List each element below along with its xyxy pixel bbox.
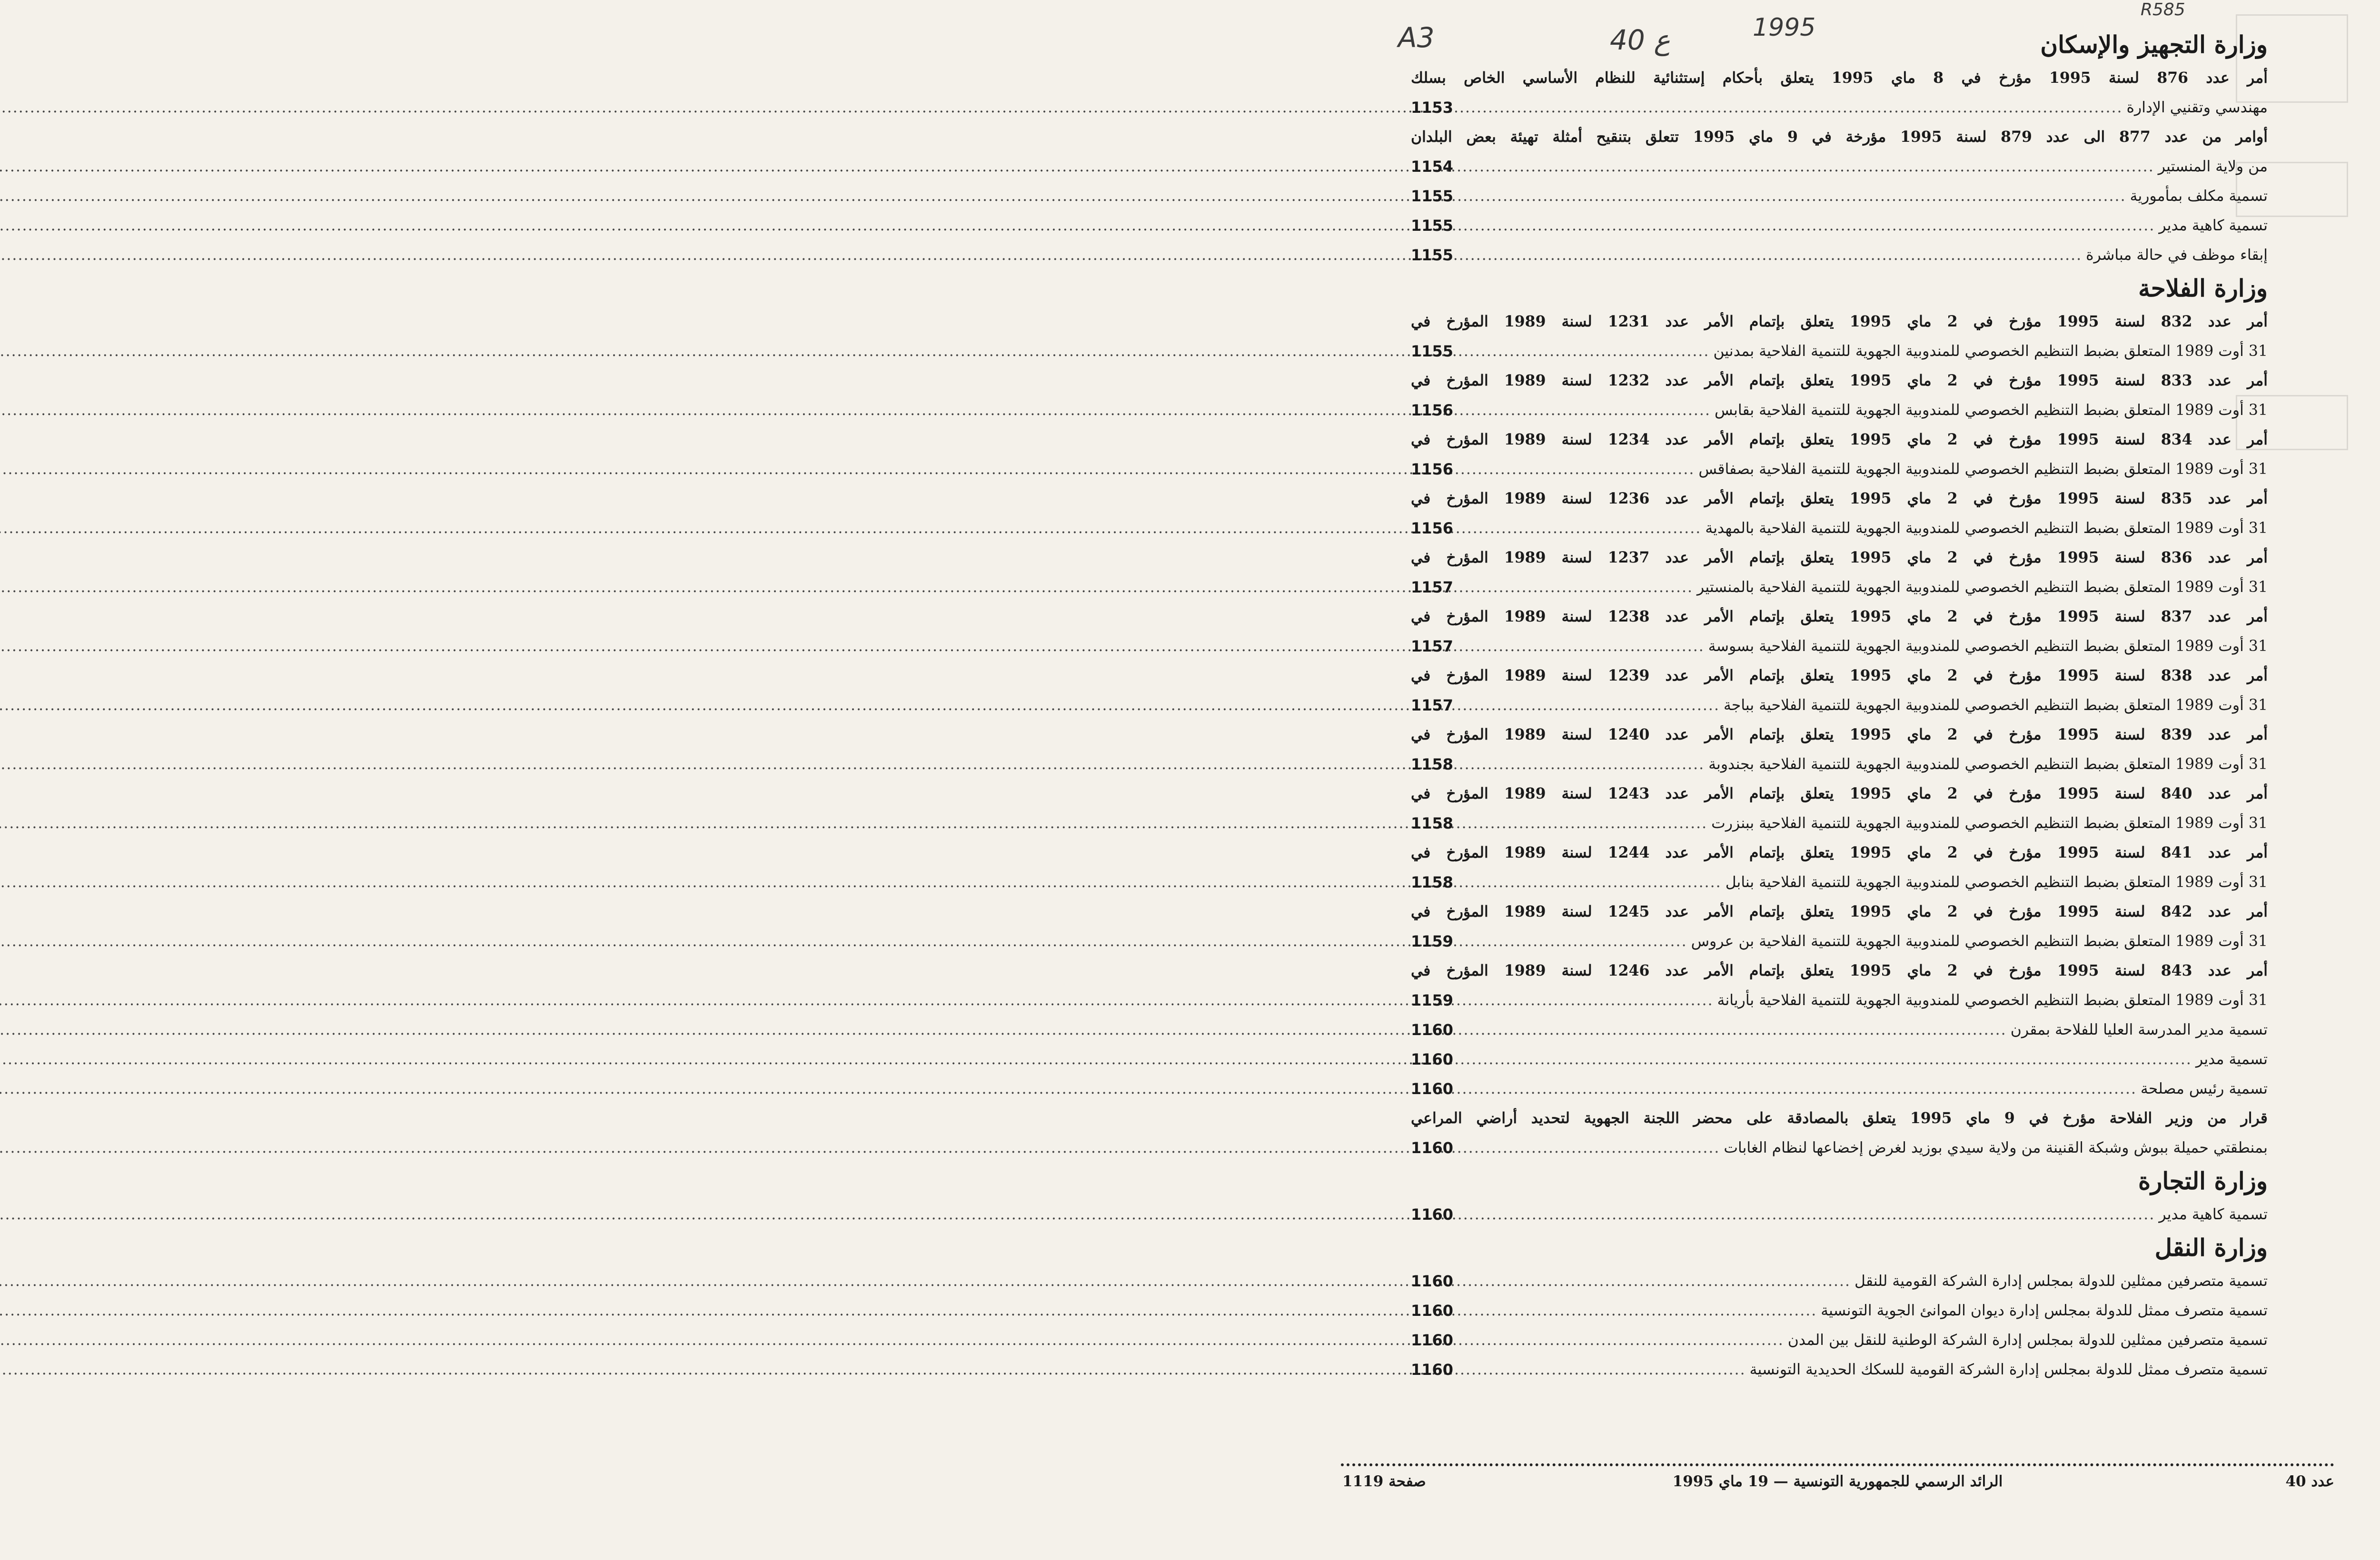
entry-text: أمر عدد 836 لسنة 1995 مؤرخ في 2 ماي 1995 يتعلق بإتمام الأمر عدد 1237 لسنة 1989 المؤرخ في [1411,549,2269,566]
toc-entry[interactable] [1411,602,2268,661]
entry-page-number: 1160 [1411,1050,1454,1068]
entry-text: 31 أوت 1989 المتعلق بضبط التنظيم الخصوصي للمندوبية الجهوية للتنمية الفلاحية بالمنستير [1697,579,2268,596]
dot-leader [1470,691,1720,720]
toc-entry[interactable] [1411,63,2268,122]
toc-entry[interactable] [1411,366,2268,425]
entry-page-number: 1160 [1411,1139,1454,1157]
toc-entry[interactable] [1411,838,2268,897]
toc-entry[interactable] [1411,307,2268,366]
toc-entry[interactable] [1411,720,2268,779]
dot-leader [1470,395,1711,425]
entry-text: 31 أوت 1989 المتعلق بضبط التنظيم الخصوصي للمندوبية الجهوية للتنمية الفلاحية بباجة [1724,697,2268,714]
entry-page-number: 1158 [1411,873,1454,891]
dot-leader [1470,1266,1851,1296]
entry-page-number: 1155 [1411,246,1454,264]
page-number: صفحة 1119 [1343,1473,1427,1490]
entry-text: 31 أوت 1989 المتعلق بضبط التنظيم الخصوصي للمندوبية الجهوية للتنمية الفلاحية ببنزرت [1712,815,2268,832]
toc-entry[interactable] [1411,240,2268,270]
entry-text: أمر عدد 838 لسنة 1995 مؤرخ في 2 ماي 1995 يتعلق بإتمام الأمر عدد 1239 لسنة 1989 المؤرخ في [1411,667,2269,684]
handwritten-note-year: 1995 [1753,13,1816,42]
entry-text: أمر عدد 833 لسنة 1995 مؤرخ في 2 ماي 1995 يتعلق بإتمام الأمر عدد 1232 لسنة 1989 المؤرخ في [1411,372,2269,389]
toc-entry[interactable] [1411,543,2268,602]
entry-text: مهندسي وتقنيي الإدارة [2127,99,2268,116]
section-title: وزارة الفلاحة [2139,274,2268,302]
entry-text: 31 أوت 1989 المتعلق بضبط التنظيم الخصوصي للمندوبية الجهوية للتنمية الفلاحية بأريانة [1717,992,2268,1009]
entry-page-number: 1155 [1411,342,1454,360]
entry-page-number: 1160 [1411,1331,1454,1349]
entry-text: 31 أوت 1989 المتعلق بضبط التنظيم الخصوصي للمندوبية الجهوية للتنمية الفلاحية بقابس [1715,402,2268,419]
entry-page-number: 1160 [1411,1080,1454,1098]
entry-text: أمر عدد 832 لسنة 1995 مؤرخ في 2 ماي 1995 يتعلق بإتمام الأمر عدد 1231 لسنة 1989 المؤرخ في [1411,313,2269,330]
entry-text: أمر عدد 837 لسنة 1995 مؤرخ في 2 ماي 1995 يتعلق بإتمام الأمر عدد 1238 لسنة 1989 المؤرخ في [1411,608,2269,625]
dot-leader [1470,927,1688,956]
handwritten-note-number: 40 ع [1610,24,1671,56]
handwritten-note-a3: A3 [1398,21,1435,54]
entry-text: أمر عدد 839 لسنة 1995 مؤرخ في 2 ماي 1995 يتعلق بإتمام الأمر عدد 1240 لسنة 1989 المؤرخ في [1411,726,2269,743]
dot-leader [1470,1015,2007,1045]
table-of-contents [1411,26,2268,1384]
entry-text: بمنطقتي حميلة ببوش وشبكة القنينة من ولاية سيدي بوزيد لغرض إخضاعها لنظام الغابات [1724,1139,2268,1156]
issue-number: عدد 40 [2286,1473,2335,1490]
toc-entry[interactable] [1411,122,2268,181]
entry-page-number: 1159 [1411,932,1454,950]
entry-text: 31 أوت 1989 المتعلق بضبط التنظيم الخصوصي للمندوبية الجهوية للتنمية الفلاحية بالمهدية [1706,520,2268,537]
dot-leader [1470,93,2123,122]
dot-leader [1470,1200,2155,1229]
dot-leader [1470,336,1710,366]
toc-entry[interactable] [1411,956,2268,1015]
toc-entry[interactable] [1411,1200,2268,1229]
dot-leader [1470,240,2082,270]
toc-entry[interactable] [1411,897,2268,956]
entry-text: أمر عدد 842 لسنة 1995 مؤرخ في 2 ماي 1995 يتعلق بإتمام الأمر عدد 1245 لسنة 1989 المؤرخ في [1411,903,2269,920]
dot-leader [1470,1325,1785,1355]
entry-page-number: 1154 [1411,158,1454,176]
entry-text: تسمية كاهية مدير [2159,217,2268,234]
entry-text: تسمية مكلف بمأمورية [2130,188,2268,205]
journal-title-date: الرائد الرسمي للجمهورية التونسية — 19 ماي 1995 [1673,1473,2003,1490]
toc-entry[interactable] [1411,1266,2268,1296]
dot-leader [1470,750,1705,779]
entry-page-number: 1156 [1411,460,1454,478]
entry-text: أوامر من عدد 877 الى عدد 879 لسنة 1995 مؤرخة في 9 ماي 1995 تتعلق بتنقيح أمثلة تهيئة بعض البلدان [1411,128,2269,146]
entry-text: 31 أوت 1989 المتعلق بضبط التنظيم الخصوصي للمندوبية الجهوية للتنمية الفلاحية بصفاقس [1699,461,2268,478]
entry-text: تسمية متصرفين ممثلين للدولة بمجلس إدارة الشركة الوطنية للنقل بين المدن [1788,1332,2268,1349]
entry-text: من ولاية المنستير [2158,158,2268,175]
entry-page-number: 1156 [1411,401,1454,419]
entry-text: أمر عدد 876 لسنة 1995 مؤرخ في 8 ماي 1995 يتعلق بأحكام إستثنائية للنظام الأساسي الخاص بسلك [1411,69,2269,87]
entry-text: قرار من وزير الفلاحة مؤرخ في 9 ماي 1995 يتعلق بالمصادقة على محضر اللجنة الجهوية لتحديد أراضي المراعي [1411,1109,2268,1127]
entry-page-number: 1153 [1411,99,1454,117]
toc-entry[interactable] [1411,211,2268,240]
dot-leader [1470,809,1708,838]
dot-leader [1470,573,1694,602]
dot-leader [1470,181,2127,211]
toc-entry[interactable] [1411,484,2268,543]
toc-entry[interactable] [1411,661,2268,720]
toc-entry[interactable] [1411,181,2268,211]
entry-text: 31 أوت 1989 المتعلق بضبط التنظيم الخصوصي للمندوبية الجهوية للتنمية الفلاحية بنابل [1726,874,2268,891]
handwritten-note-ref: R585 [2141,0,2186,20]
dot-leader [1470,454,1695,484]
toc-entry[interactable] [1411,1045,2268,1074]
entry-page-number: 1160 [1411,1021,1454,1039]
dot-leader [1470,152,2155,181]
entry-page-number: 1160 [1411,1361,1454,1379]
toc-entry[interactable] [1411,1355,2268,1384]
entry-text: إبقاء موظف في حالة مباشرة [2086,247,2268,264]
toc-entry[interactable] [1411,1074,2268,1104]
toc-entry[interactable] [1411,1325,2268,1355]
entry-text: 31 أوت 1989 المتعلق بضبط التنظيم الخصوصي للمندوبية الجهوية للتنمية الفلاحية بن عروس [1691,933,2268,950]
entry-text: 31 أوت 1989 المتعلق بضبط التنظيم الخصوصي للمندوبية الجهوية للتنمية الفلاحية بمدنين [1714,343,2268,360]
entry-page-number: 1160 [1411,1302,1454,1320]
toc-entry[interactable] [1411,779,2268,838]
entry-page-number: 1158 [1411,814,1454,832]
entry-text: تسمية رئيس مصلحة [2141,1080,2268,1097]
entry-page-number: 1158 [1411,755,1454,773]
dot-leader [1470,1133,1720,1163]
entry-text: أمر عدد 834 لسنة 1995 مؤرخ في 2 ماي 1995 يتعلق بإتمام الأمر عدد 1234 لسنة 1989 المؤرخ في [1411,431,2269,448]
section-title: وزارة التجارة [2139,1167,2268,1195]
entry-page-number: 1156 [1411,519,1454,537]
dot-leader [1470,632,1705,661]
entry-page-number: 1157 [1411,696,1454,714]
entry-text: 31 أوت 1989 المتعلق بضبط التنظيم الخصوصي للمندوبية الجهوية للتنمية الفلاحية بجندوبة [1709,756,2268,773]
section-title: وزارة التجهيز والإسكان [2041,30,2268,59]
entry-text: أمر عدد 841 لسنة 1995 مؤرخ في 2 ماي 1995 يتعلق بإتمام الأمر عدد 1244 لسنة 1989 المؤرخ في [1411,844,2269,861]
dot-leader [1470,211,2155,240]
entry-page-number: 1160 [1411,1205,1454,1224]
entry-text: تسمية متصرف ممثل للدولة بمجلس إدارة ديوان الموانئ الجوية التونسية [1821,1302,2268,1319]
entry-page-number: 1155 [1411,187,1454,205]
entry-text: تسمية متصرفين ممثلين للدولة بمجلس إدارة الشركة القومية للنقل [1855,1273,2268,1290]
entry-text: تسمية مدير [2196,1051,2268,1068]
dot-leader [1470,513,1702,543]
entry-text: أمر عدد 843 لسنة 1995 مؤرخ في 2 ماي 1995 يتعلق بإتمام الأمر عدد 1246 لسنة 1989 المؤرخ في [1411,962,2269,979]
toc-entry[interactable] [1411,1296,2268,1325]
entry-text: تسمية مدير المدرسة العليا للفلاحة بمقرن [2011,1021,2268,1038]
entry-text: تسمية متصرف ممثل للدولة بمجلس إدارة الشركة القومية للسكك الحديدية التونسية [1750,1361,2268,1378]
dot-leader [1470,1045,2192,1074]
entry-page-number: 1159 [1411,991,1454,1009]
entry-page-number: 1160 [1411,1272,1454,1290]
toc-entry[interactable] [1411,425,2268,484]
toc-entry[interactable] [1411,1015,2268,1045]
entry-text: أمر عدد 840 لسنة 1995 مؤرخ في 2 ماي 1995 يتعلق بإتمام الأمر عدد 1243 لسنة 1989 المؤرخ في [1411,785,2269,802]
section-title: وزارة النقل [2155,1234,2268,1262]
dot-leader [1470,986,1714,1015]
dot-leader [1470,1355,1746,1384]
footer-divider [1341,1463,2335,1466]
dot-leader [1470,1296,1817,1325]
dot-leader [1470,868,1722,897]
entry-text: أمر عدد 835 لسنة 1995 مؤرخ في 2 ماي 1995 يتعلق بإتمام الأمر عدد 1236 لسنة 1989 المؤرخ في [1411,490,2269,507]
entry-page-number: 1157 [1411,637,1454,655]
dot-leader [1470,1074,2137,1104]
toc-entry[interactable] [1411,1104,2268,1163]
entry-page-number: 1157 [1411,578,1454,596]
entry-text: 31 أوت 1989 المتعلق بضبط التنظيم الخصوصي للمندوبية الجهوية للتنمية الفلاحية بسوسة [1708,638,2268,655]
entry-text: تسمية كاهية مدير [2159,1206,2268,1223]
entry-page-number: 1155 [1411,217,1454,235]
